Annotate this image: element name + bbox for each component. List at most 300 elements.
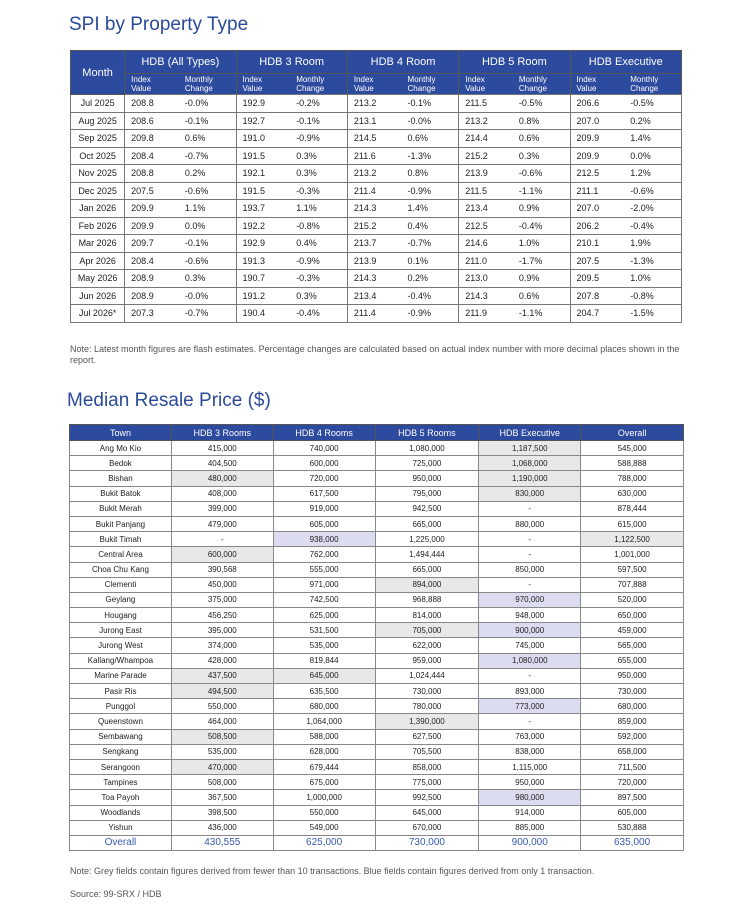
value-cell: -0.0% <box>402 112 459 130</box>
town-cell: Toa Payoh <box>70 790 172 805</box>
price-cell: 1,115,000 <box>479 759 581 774</box>
price-cell: 819,844 <box>273 653 375 668</box>
table-row <box>70 653 684 668</box>
price-cell: 450,000 <box>171 577 273 592</box>
price-cell: 600,000 <box>171 547 273 562</box>
table-row <box>70 714 684 729</box>
table-row <box>71 305 682 323</box>
price-cell: 959,000 <box>375 653 479 668</box>
table-row <box>70 547 684 562</box>
price-cell: 1,068,000 <box>479 456 581 471</box>
price-cell: 720,000 <box>581 775 684 790</box>
value-cell: 206.6 <box>570 95 624 113</box>
value-cell: 207.8 <box>570 287 624 305</box>
value-cell: 0.3% <box>290 147 347 165</box>
price-cell: 436,000 <box>171 820 273 835</box>
overall-value: 900,000 <box>479 835 581 850</box>
price-cell: - <box>479 532 581 547</box>
monthly-change-header: Monthly Change <box>179 74 236 95</box>
value-cell: 0.4% <box>290 235 347 253</box>
value-cell: 1.2% <box>624 165 681 183</box>
table-row <box>70 684 684 699</box>
table-row <box>70 759 684 774</box>
town-cell: Sembawang <box>70 729 172 744</box>
town-cell: Hougang <box>70 608 172 623</box>
table-row <box>71 217 682 235</box>
town-cell: Marine Parade <box>70 668 172 683</box>
price-cell: 535,000 <box>273 638 375 653</box>
value-cell: 191.3 <box>236 252 290 270</box>
town-cell: Jurong West <box>70 638 172 653</box>
town-cell: Bukit Batok <box>70 486 172 501</box>
table-row <box>70 562 684 577</box>
index-value-header: Index Value <box>125 74 179 95</box>
month-cell: Feb 2026 <box>71 217 125 235</box>
price-cell: 395,000 <box>171 623 273 638</box>
price-cell: 880,000 <box>479 516 581 531</box>
price-cell: 374,000 <box>171 638 273 653</box>
value-cell: 204.7 <box>570 305 624 323</box>
value-cell: -1.5% <box>624 305 681 323</box>
value-cell: 214.3 <box>347 270 401 288</box>
value-cell: 1.0% <box>513 235 570 253</box>
price-cell: 950,000 <box>581 668 684 683</box>
value-cell: 214.6 <box>459 235 513 253</box>
price-cell: 404,500 <box>171 456 273 471</box>
price-cell: 464,000 <box>171 714 273 729</box>
table-row <box>71 130 682 148</box>
value-cell: 207.3 <box>125 305 179 323</box>
price-cell: 390,568 <box>171 562 273 577</box>
value-cell: 0.3% <box>290 165 347 183</box>
value-cell: -0.9% <box>402 182 459 200</box>
price-cell: 762,000 <box>273 547 375 562</box>
table-row <box>70 790 684 805</box>
value-cell: 211.9 <box>459 305 513 323</box>
value-cell: 1.4% <box>402 200 459 218</box>
value-cell: 1.9% <box>624 235 681 253</box>
price-cell: 1,225,000 <box>375 532 479 547</box>
value-cell: 209.5 <box>570 270 624 288</box>
value-cell: -0.8% <box>624 287 681 305</box>
value-cell: -0.4% <box>624 217 681 235</box>
price-cell: 565,000 <box>581 638 684 653</box>
value-cell: 190.4 <box>236 305 290 323</box>
value-cell: 208.6 <box>125 112 179 130</box>
value-cell: -0.5% <box>513 95 570 113</box>
value-cell: 213.1 <box>347 112 401 130</box>
price-cell: 740,000 <box>273 441 375 456</box>
value-cell: 211.4 <box>347 182 401 200</box>
value-cell: 209.9 <box>125 200 179 218</box>
price-cell: - <box>171 532 273 547</box>
value-cell: -0.2% <box>290 95 347 113</box>
table-row <box>70 623 684 638</box>
value-cell: -0.1% <box>179 235 236 253</box>
value-cell: 208.4 <box>125 147 179 165</box>
monthly-change-header: Monthly Change <box>624 74 681 95</box>
value-cell: 0.6% <box>179 130 236 148</box>
median-note: Note: Grey fields contain figures derived from fewer than 10 transactions. Blue fields contain figures derived from only 1 transaction. <box>70 866 595 876</box>
group-header: HDB 3 Room <box>236 51 347 74</box>
value-cell: 0.9% <box>513 200 570 218</box>
median-price-table <box>69 424 684 851</box>
table-row <box>70 441 684 456</box>
value-cell: -0.6% <box>179 182 236 200</box>
price-cell: 720,000 <box>273 471 375 486</box>
value-cell: -1.3% <box>624 252 681 270</box>
price-cell: 705,000 <box>375 623 479 638</box>
price-cell: - <box>479 714 581 729</box>
overall-label: Overall <box>70 835 172 850</box>
month-cell: Aug 2025 <box>71 112 125 130</box>
price-cell: 745,000 <box>479 638 581 653</box>
price-cell: 1,080,000 <box>479 653 581 668</box>
price-cell: 970,000 <box>479 592 581 607</box>
price-cell: 775,000 <box>375 775 479 790</box>
price-cell: 588,888 <box>581 456 684 471</box>
price-cell: 773,000 <box>479 699 581 714</box>
group-header: HDB 5 Room <box>459 51 570 74</box>
table-row <box>71 112 682 130</box>
price-cell: 1,064,000 <box>273 714 375 729</box>
month-cell: Nov 2025 <box>71 165 125 183</box>
value-cell: 0.3% <box>513 147 570 165</box>
month-cell: Jul 2026* <box>71 305 125 323</box>
spi-note: Note: Latest month figures are flash estimates. Percentage changes are calculated based on actual index number with more decimal places shown in the report. <box>70 344 680 365</box>
value-cell: 211.5 <box>459 95 513 113</box>
price-cell: 725,000 <box>375 456 479 471</box>
price-cell: - <box>479 668 581 683</box>
value-cell: -0.9% <box>402 305 459 323</box>
price-cell: 600,000 <box>273 456 375 471</box>
value-cell: -0.7% <box>179 305 236 323</box>
town-cell: Punggol <box>70 699 172 714</box>
price-cell: 645,000 <box>375 805 479 820</box>
table-row <box>71 182 682 200</box>
monthly-change-header: Monthly Change <box>290 74 347 95</box>
price-cell: 459,000 <box>581 623 684 638</box>
index-value-header: Index Value <box>459 74 513 95</box>
value-cell: -0.3% <box>290 270 347 288</box>
price-cell: 858,000 <box>375 759 479 774</box>
price-cell: 814,000 <box>375 608 479 623</box>
value-cell: -0.4% <box>402 287 459 305</box>
value-cell: 191.5 <box>236 147 290 165</box>
price-cell: 535,000 <box>171 744 273 759</box>
overall-row <box>70 835 684 850</box>
month-cell: Oct 2025 <box>71 147 125 165</box>
value-cell: 0.0% <box>179 217 236 235</box>
value-cell: -0.8% <box>290 217 347 235</box>
value-cell: 208.8 <box>125 165 179 183</box>
price-cell: 398,500 <box>171 805 273 820</box>
value-cell: 211.1 <box>570 182 624 200</box>
value-cell: -0.4% <box>290 305 347 323</box>
value-cell: 210.1 <box>570 235 624 253</box>
value-cell: 214.4 <box>459 130 513 148</box>
price-cell: 494,500 <box>171 684 273 699</box>
town-cell: Bedok <box>70 456 172 471</box>
price-cell: 545,000 <box>581 441 684 456</box>
value-cell: -1.1% <box>513 305 570 323</box>
price-cell: - <box>479 577 581 592</box>
price-cell: 1,000,000 <box>273 790 375 805</box>
value-cell: 0.8% <box>402 165 459 183</box>
value-cell: 213.0 <box>459 270 513 288</box>
price-cell: 1,190,000 <box>479 471 581 486</box>
table-row <box>70 456 684 471</box>
town-cell: Serangoon <box>70 759 172 774</box>
value-cell: 213.9 <box>347 252 401 270</box>
value-cell: 211.5 <box>459 182 513 200</box>
price-cell: 508,500 <box>171 729 273 744</box>
overall-value: 730,000 <box>375 835 479 850</box>
town-cell: Bishan <box>70 471 172 486</box>
price-cell: 550,000 <box>273 805 375 820</box>
table-row <box>70 820 684 835</box>
value-cell: 0.2% <box>179 165 236 183</box>
price-cell: 555,000 <box>273 562 375 577</box>
price-cell: 665,000 <box>375 562 479 577</box>
price-cell: 437,500 <box>171 668 273 683</box>
price-cell: 456,250 <box>171 608 273 623</box>
value-cell: -0.6% <box>513 165 570 183</box>
table-row <box>70 699 684 714</box>
town-cell: Queenstown <box>70 714 172 729</box>
value-cell: -0.6% <box>179 252 236 270</box>
price-cell: 675,000 <box>273 775 375 790</box>
table-row <box>70 516 684 531</box>
price-cell: 597,500 <box>581 562 684 577</box>
table-row <box>70 532 684 547</box>
price-cell: 948,000 <box>479 608 581 623</box>
price-cell: 630,000 <box>581 486 684 501</box>
value-cell: 213.2 <box>347 165 401 183</box>
price-cell: 730,000 <box>581 684 684 699</box>
value-cell: -0.9% <box>290 130 347 148</box>
value-cell: 192.9 <box>236 95 290 113</box>
town-cell: Bukit Panjang <box>70 516 172 531</box>
group-header: HDB Executive <box>570 51 681 74</box>
value-cell: 0.8% <box>513 112 570 130</box>
value-cell: 209.8 <box>125 130 179 148</box>
price-cell: 480,000 <box>171 471 273 486</box>
value-cell: 215.2 <box>459 147 513 165</box>
month-cell: Sep 2025 <box>71 130 125 148</box>
month-cell: Jul 2025 <box>71 95 125 113</box>
value-cell: -0.6% <box>624 182 681 200</box>
price-cell: 615,000 <box>581 516 684 531</box>
price-cell: 635,500 <box>273 684 375 699</box>
price-cell: 549,000 <box>273 820 375 835</box>
spi-title: SPI by Property Type <box>69 14 249 35</box>
table-row <box>71 270 682 288</box>
price-cell: 1,187,500 <box>479 441 581 456</box>
column-header: HDB 5 Rooms <box>375 425 479 441</box>
value-cell: 209.7 <box>125 235 179 253</box>
value-cell: 193.7 <box>236 200 290 218</box>
town-cell: Sengkang <box>70 744 172 759</box>
table-row <box>70 744 684 759</box>
price-cell: 470,000 <box>171 759 273 774</box>
value-cell: 191.2 <box>236 287 290 305</box>
value-cell: 0.1% <box>402 252 459 270</box>
value-cell: 1.0% <box>624 270 681 288</box>
town-cell: Bukit Merah <box>70 501 172 516</box>
value-cell: 0.0% <box>624 147 681 165</box>
value-cell: 214.5 <box>347 130 401 148</box>
town-cell: Pasir Ris <box>70 684 172 699</box>
price-cell: 408,000 <box>171 486 273 501</box>
value-cell: -1.7% <box>513 252 570 270</box>
value-cell: -0.1% <box>179 112 236 130</box>
value-cell: 207.5 <box>570 252 624 270</box>
table-row <box>70 668 684 683</box>
value-cell: -1.1% <box>513 182 570 200</box>
value-cell: 0.6% <box>513 130 570 148</box>
price-cell: 628,000 <box>273 744 375 759</box>
value-cell: -0.0% <box>179 95 236 113</box>
index-value-header: Index Value <box>570 74 624 95</box>
value-cell: 213.7 <box>347 235 401 253</box>
price-cell: 919,000 <box>273 501 375 516</box>
value-cell: -1.3% <box>402 147 459 165</box>
price-cell: 942,500 <box>375 501 479 516</box>
value-cell: 1.1% <box>179 200 236 218</box>
spi-table <box>70 50 682 323</box>
value-cell: 214.3 <box>347 200 401 218</box>
value-cell: 214.3 <box>459 287 513 305</box>
value-cell: 211.6 <box>347 147 401 165</box>
value-cell: 192.9 <box>236 235 290 253</box>
overall-value: 625,000 <box>273 835 375 850</box>
town-cell: Geylang <box>70 592 172 607</box>
value-cell: -0.5% <box>624 95 681 113</box>
price-cell: 780,000 <box>375 699 479 714</box>
town-cell: Choa Chu Kang <box>70 562 172 577</box>
price-cell: 938,000 <box>273 532 375 547</box>
price-cell: 795,000 <box>375 486 479 501</box>
month-cell: Apr 2026 <box>71 252 125 270</box>
town-cell: Clementi <box>70 577 172 592</box>
town-cell: Yishun <box>70 820 172 835</box>
price-cell: 479,000 <box>171 516 273 531</box>
price-cell: 617,500 <box>273 486 375 501</box>
table-row <box>71 147 682 165</box>
monthly-change-header: Monthly Change <box>513 74 570 95</box>
value-cell: 209.9 <box>570 147 624 165</box>
table-row <box>71 95 682 113</box>
table-row <box>70 486 684 501</box>
value-cell: 0.2% <box>624 112 681 130</box>
town-cell: Woodlands <box>70 805 172 820</box>
price-cell: 655,000 <box>581 653 684 668</box>
value-cell: 191.5 <box>236 182 290 200</box>
value-cell: 213.2 <box>347 95 401 113</box>
table-row <box>71 252 682 270</box>
column-header: Town <box>70 425 172 441</box>
price-cell: 1,122,500 <box>581 532 684 547</box>
price-cell: 588,000 <box>273 729 375 744</box>
source-text: Source: 99-SRX / HDB <box>70 889 162 899</box>
value-cell: 213.2 <box>459 112 513 130</box>
price-cell: 878,444 <box>581 501 684 516</box>
price-cell: 592,000 <box>581 729 684 744</box>
price-cell: 1,494,444 <box>375 547 479 562</box>
price-cell: 1,080,000 <box>375 441 479 456</box>
price-cell: 650,000 <box>581 608 684 623</box>
table-row <box>71 200 682 218</box>
price-cell: 622,000 <box>375 638 479 653</box>
value-cell: -0.0% <box>179 287 236 305</box>
price-cell: 605,000 <box>581 805 684 820</box>
price-cell: 897,500 <box>581 790 684 805</box>
price-cell: 415,000 <box>171 441 273 456</box>
month-cell: Dec 2025 <box>71 182 125 200</box>
town-cell: Ang Mo Kio <box>70 441 172 456</box>
value-cell: 192.7 <box>236 112 290 130</box>
price-cell: 508,000 <box>171 775 273 790</box>
price-cell: 428,000 <box>171 653 273 668</box>
price-cell: 1,024,444 <box>375 668 479 683</box>
table-row <box>71 287 682 305</box>
price-cell: 980,000 <box>479 790 581 805</box>
value-cell: 211.4 <box>347 305 401 323</box>
value-cell: 190.7 <box>236 270 290 288</box>
price-cell: 850,000 <box>479 562 581 577</box>
price-cell: 838,000 <box>479 744 581 759</box>
value-cell: 0.6% <box>513 287 570 305</box>
price-cell: 530,888 <box>581 820 684 835</box>
value-cell: 1.4% <box>624 130 681 148</box>
value-cell: -0.9% <box>290 252 347 270</box>
value-cell: 0.3% <box>290 287 347 305</box>
price-cell: 550,000 <box>171 699 273 714</box>
value-cell: 211.0 <box>459 252 513 270</box>
value-cell: 213.4 <box>347 287 401 305</box>
table-row <box>70 592 684 607</box>
value-cell: 1.1% <box>290 200 347 218</box>
price-cell: 1,390,000 <box>375 714 479 729</box>
price-cell: 885,000 <box>479 820 581 835</box>
value-cell: 0.9% <box>513 270 570 288</box>
table-row <box>70 729 684 744</box>
value-cell: -0.1% <box>402 95 459 113</box>
town-cell: Jurong East <box>70 623 172 638</box>
price-cell: 788,000 <box>581 471 684 486</box>
price-cell: 914,000 <box>479 805 581 820</box>
price-cell: 375,000 <box>171 592 273 607</box>
price-cell: 680,000 <box>273 699 375 714</box>
month-cell: Jun 2026 <box>71 287 125 305</box>
index-value-header: Index Value <box>236 74 290 95</box>
value-cell: 192.2 <box>236 217 290 235</box>
value-cell: 215.2 <box>347 217 401 235</box>
price-cell: 730,000 <box>375 684 479 699</box>
price-cell: 679,444 <box>273 759 375 774</box>
value-cell: -0.3% <box>290 182 347 200</box>
price-cell: 992,500 <box>375 790 479 805</box>
index-value-header: Index Value <box>347 74 401 95</box>
value-cell: 212.5 <box>570 165 624 183</box>
town-cell: Kallang/Whampoa <box>70 653 172 668</box>
price-cell: 1,001,000 <box>581 547 684 562</box>
value-cell: 208.9 <box>125 270 179 288</box>
value-cell: 0.3% <box>179 270 236 288</box>
value-cell: 209.9 <box>125 217 179 235</box>
value-cell: -0.4% <box>513 217 570 235</box>
